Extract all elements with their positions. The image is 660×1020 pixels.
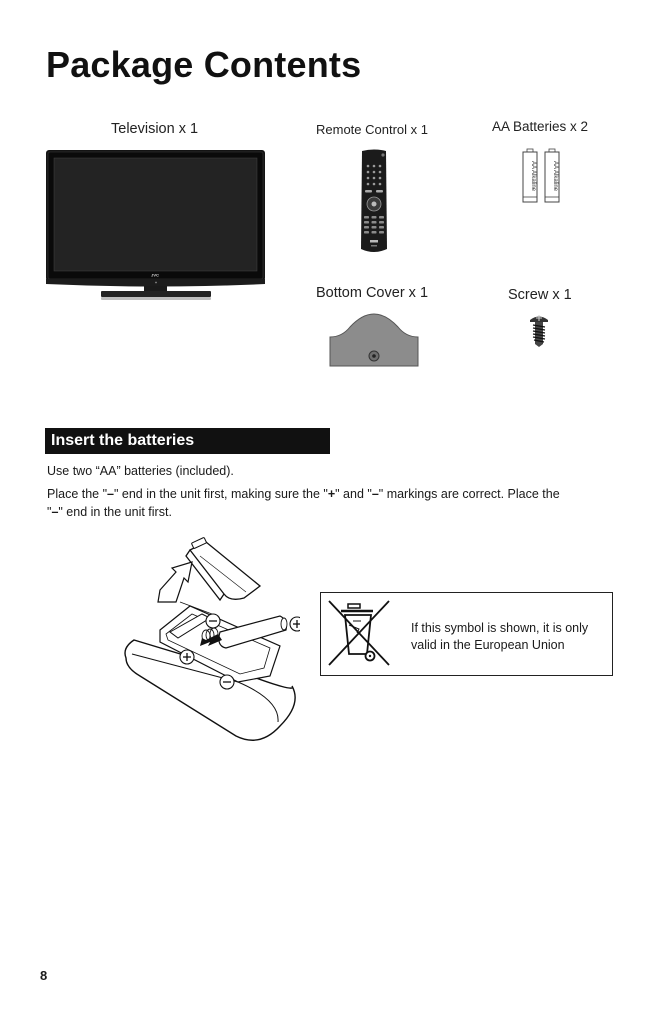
- weee-notice-text: If this symbol is shown, it is only valid in the European Union: [411, 621, 589, 652]
- screw-label: Screw x 1: [508, 287, 572, 303]
- battery-cover-illustration: [186, 537, 260, 600]
- bottom-cover-label: Bottom Cover x 1: [316, 285, 429, 301]
- screw-image: [528, 313, 550, 347]
- batteries-label: AA Batteries x 2: [492, 119, 589, 134]
- minus-symbol: –: [371, 487, 379, 501]
- weee-notice-box: [320, 592, 613, 676]
- lift-arrow-icon: [158, 562, 192, 602]
- battery-2-text: AA Alkaline: [552, 161, 558, 192]
- crossed-out-bin-icon: [327, 599, 395, 669]
- page-title: Package Contents: [46, 44, 362, 85]
- minus-symbol: –: [107, 487, 114, 501]
- battery-insertion-diagram: [120, 536, 300, 748]
- aa-batteries-image: [520, 148, 564, 206]
- text-run: " end in the unit first.: [58, 505, 172, 519]
- text-run: " markings are correct. Place the: [378, 487, 560, 501]
- remote-control-image: [359, 149, 389, 255]
- plus-symbol: +: [327, 487, 336, 501]
- bottom-cover-image: [328, 307, 420, 369]
- section-heading-bar: [45, 428, 330, 454]
- text-run: ": [47, 505, 52, 519]
- instruction-paragraph: [47, 485, 617, 521]
- television-image: [44, 148, 268, 304]
- text-run: " end in the unit first, making sure the ": [113, 487, 328, 501]
- instruction-line-1: Use two “AA” batteries (included).: [47, 464, 234, 478]
- remote-control-label: Remote Control x 1: [316, 122, 428, 137]
- page-number: 8: [40, 968, 48, 983]
- television-label: Television x 1: [111, 121, 199, 137]
- text-run: " and ": [335, 487, 372, 501]
- battery-1-text: AA Alkaline: [530, 161, 536, 192]
- section-heading: Insert the batteries: [51, 432, 195, 449]
- tv-logo: JVC: [151, 272, 159, 278]
- text-run: Place the ": [47, 487, 108, 501]
- minus-symbol: –: [51, 505, 59, 519]
